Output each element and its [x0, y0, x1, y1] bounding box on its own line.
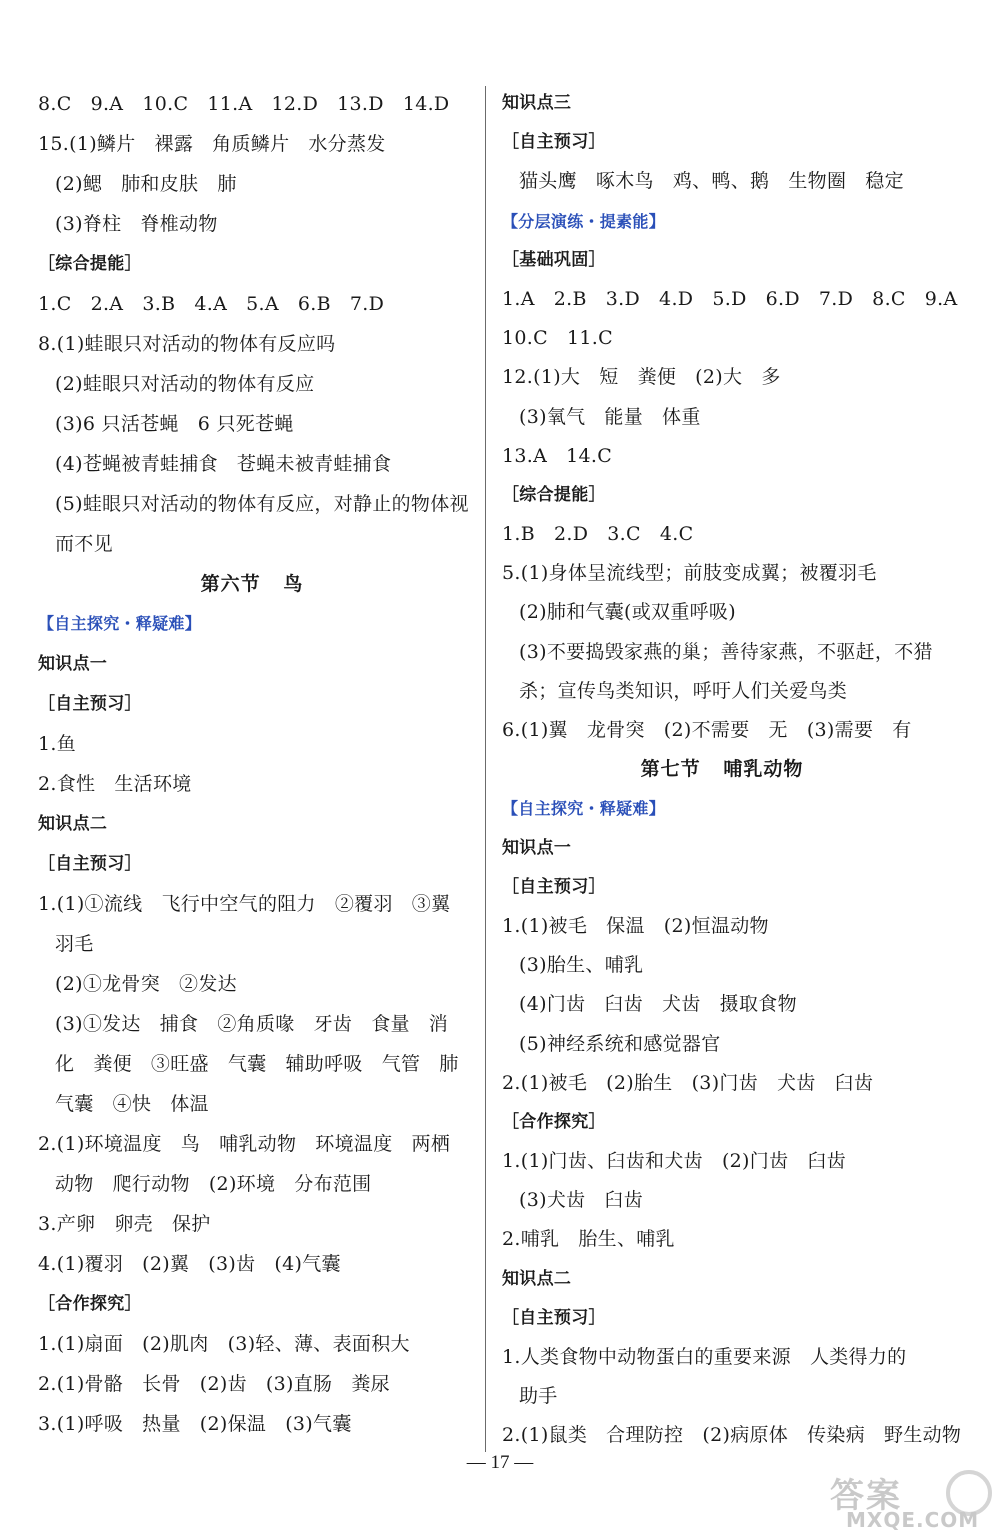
subheading: 知识点二: [502, 1268, 572, 1289]
answer-line: 8.(1)蛙眼只对活动的物体有反应吗: [38, 333, 336, 355]
answer-line: (3)犬齿 臼齿: [519, 1189, 644, 1212]
subheading: 知识点一: [38, 654, 108, 674]
answer-line: (5)神经系统和感觉器官: [519, 1032, 721, 1055]
answer-line: 1.C 2.A 3.B 4.A 5.A 6.B 7.D: [38, 293, 385, 315]
answer-line: 助手: [519, 1385, 558, 1408]
answer-line: (3)氧气 能量 体重: [519, 405, 701, 428]
watermark-url: MXQE.COM: [846, 1508, 980, 1532]
answer-line: 1.(1)扇面 (2)肌肉 (3)轻、薄、表面积大: [38, 1333, 410, 1355]
answer-line: (2)①龙骨突 ②发达: [55, 973, 237, 995]
answer-line: 2.哺乳 胎生、哺乳: [502, 1228, 675, 1251]
answer-line: 1.人类食物中动物蛋白的重要来源 人类得力的: [502, 1346, 907, 1368]
subheading: ［自主预习］: [502, 1307, 606, 1328]
left-column: [38, 84, 469, 1444]
answer-line: 1.(1)被毛 保温 (2)恒温动物: [502, 914, 769, 937]
subheading: 知识点一: [502, 837, 572, 858]
answer-line: (5)蛙眼只对活动的物体有反应，对静止的物体视: [55, 493, 469, 515]
watermark-logo: [826, 1468, 996, 1532]
section-banner: 【分层演练・提素能】: [502, 211, 666, 231]
answer-line: 2.食性 生活环境: [38, 773, 192, 795]
answer-line: 5.(1)身体呈流线型；前肢变成翼；被覆羽毛: [502, 562, 877, 585]
answer-line: 8.C 9.A 10.C 11.A 12.D 13.D 14.D: [38, 93, 450, 115]
answer-line: 12.(1)大 短 粪便 (2)大 多: [502, 366, 781, 389]
page-number: — 17 —: [466, 1452, 534, 1473]
answer-line: 1.鱼: [38, 733, 77, 755]
answer-line: (2)蛙眼只对活动的物体有反应: [55, 373, 315, 395]
answer-line: 1.(1)门齿、臼齿和犬齿 (2)门齿 臼齿: [502, 1150, 846, 1173]
right-column: [502, 84, 962, 1456]
answer-line: 2.(1)骨骼 长骨 (2)齿 (3)直肠 粪尿: [38, 1373, 390, 1395]
subheading: ［基础巩固］: [502, 249, 606, 270]
section-banner: 【自主探究・释疑难】: [502, 799, 666, 819]
answer-line: 1.B 2.D 3.C 4.C: [502, 523, 694, 546]
section-banner: 【自主探究・释疑难】: [38, 614, 202, 633]
column-divider: [485, 86, 486, 1452]
answer-line: (3)不要捣毁家燕的巢；善待家燕，不驱赶，不猎: [519, 640, 933, 663]
answer-line: 动物 爬行动物 (2)环境 分布范围: [55, 1173, 372, 1195]
answer-line: (4)苍蝇被青蛙捕食 苍蝇未被青蛙捕食: [55, 453, 392, 475]
answer-line: (3)6 只活苍蝇 6 只死苍蝇: [55, 413, 294, 435]
answer-line: 杀；宣传鸟类知识，呼吁人们关爱鸟类: [519, 679, 848, 702]
answer-line: (3)脊柱 脊椎动物: [55, 213, 218, 235]
answer-line: 6.(1)翼 龙骨突 (2)不需要 无 (3)需要 有: [502, 719, 912, 741]
subheading: ［自主预习］: [38, 854, 142, 874]
answer-line: 3.产卵 卵壳 保护: [38, 1213, 211, 1235]
answer-line: 4.(1)覆羽 (2)翼 (3)齿 (4)气囊: [38, 1253, 341, 1275]
subheading: ［综合提能］: [502, 484, 606, 505]
subheading: ［自主预习］: [502, 132, 606, 153]
answer-line: (2)肺和气囊(或双重呼吸): [519, 601, 736, 624]
section-title: 第六节 鸟: [200, 573, 304, 595]
answer-line: (3)胎生、哺乳: [519, 954, 644, 977]
answer-line: 2.(1)鼠类 合理防控 (2)病原体 传染病 野生动物: [502, 1424, 962, 1447]
answer-line: (2)鳃 肺和皮肤 肺: [55, 173, 237, 195]
subheading: ［自主预习］: [38, 694, 142, 714]
answer-line: (4)门齿 臼齿 犬齿 摄取食物: [519, 993, 797, 1016]
answer-line: 1.A 2.B 3.D 4.D 5.D 6.D 7.D 8.C 9.A: [502, 287, 958, 310]
subheading: 知识点三: [502, 93, 572, 113]
answer-line: 羽毛: [55, 933, 94, 955]
answer-line: 3.(1)呼吸 热量 (2)保温 (3)气囊: [38, 1413, 352, 1435]
subheading: ［综合提能］: [38, 254, 142, 274]
section-title: 第七节 哺乳动物: [640, 758, 804, 781]
answer-line: 而不见: [55, 533, 113, 555]
answer-line: (3)①发达 捕食 ②角质喙 牙齿 食量 消: [55, 1013, 449, 1035]
subheading: ［合作探究］: [38, 1294, 142, 1314]
subheading: ［合作探究］: [502, 1111, 606, 1132]
subheading: ［自主预习］: [502, 876, 606, 897]
answer-line: 1.(1)①流线 飞行中空气的阻力 ②覆羽 ③翼: [38, 893, 451, 915]
answer-line: 13.A 14.C: [502, 444, 613, 467]
watermark-text: 答案: [830, 1476, 902, 1516]
answer-line: 气囊 ④快 体温: [55, 1093, 209, 1115]
answer-line: 2.(1)环境温度 鸟 哺乳动物 环境温度 两栖: [38, 1133, 451, 1155]
answer-line: 15.(1)鳞片 裸露 角质鳞片 水分蒸发: [38, 133, 386, 155]
answer-line: 猫头鹰 啄木鸟 鸡、鸭、鹅 生物圈 稳定: [519, 170, 904, 193]
answer-line: 化 粪便 ③旺盛 气囊 辅助呼吸 气管 肺: [55, 1053, 459, 1075]
subheading: 知识点二: [38, 814, 108, 834]
answer-line: 10.C 11.C: [502, 327, 613, 350]
answer-line: 2.(1)被毛 (2)胎生 (3)门齿 犬齿 臼齿: [502, 1071, 874, 1094]
